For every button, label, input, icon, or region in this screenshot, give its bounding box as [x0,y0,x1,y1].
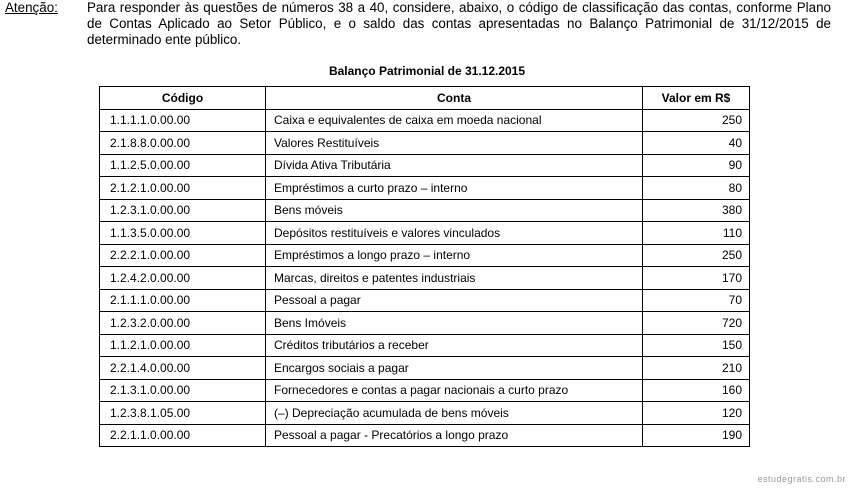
cell-valor: 80 [643,177,750,200]
table-row [100,379,750,402]
cell-conta: Dívida Ativa Tributária [266,154,643,177]
cell-valor: 170 [643,267,750,290]
cell-conta: Empréstimos a longo prazo – interno [266,244,643,267]
table-row [100,109,750,132]
cell-valor: 150 [643,334,750,357]
cell-valor: 90 [643,154,750,177]
table-row [100,154,750,177]
table-row [100,244,750,267]
cell-codigo: 1.2.3.2.0.00.00 [100,312,266,335]
table-row [100,177,750,200]
table-row [100,402,750,425]
cell-codigo: 2.2.2.1.0.00.00 [100,244,266,267]
table-row [100,267,750,290]
cell-valor: 70 [643,289,750,312]
table-row [100,199,750,222]
cell-conta: Depósitos restituíveis e valores vinculados [266,222,643,245]
cell-codigo: 1.1.1.1.0.00.00 [100,109,266,132]
cell-valor: 160 [643,379,750,402]
cell-valor: 190 [643,424,750,447]
cell-valor: 250 [643,244,750,267]
table-title: Balanço Patrimonial de 31.12.2015 [328,64,526,78]
table-row [100,222,750,245]
cell-codigo: 1.1.3.5.0.00.00 [100,222,266,245]
cell-conta: Bens Imóveis [266,312,643,335]
table-row [100,289,750,312]
table-row [100,357,750,380]
cell-valor: 720 [643,312,750,335]
header-codigo: Código [100,87,266,110]
cell-conta: Caixa e equivalentes de caixa em moeda nacional [266,109,643,132]
cell-codigo: 1.1.2.1.0.00.00 [100,334,266,357]
cell-valor: 250 [643,109,750,132]
intro-text: Para responder às questões de números 38 a 40, considere, abaixo, o código de classificação das contas, conforme Plano de Contas Aplicado ao Setor Público, e o saldo das contas apresentadas no Balanço Patrimonial de 31/12/2015 de determinado ente público. [87,0,831,47]
header-conta: Conta [266,87,643,110]
cell-valor: 110 [643,222,750,245]
cell-codigo: 2.1.3.1.0.00.00 [100,379,266,402]
cell-valor: 380 [643,199,750,222]
table-row [100,424,750,447]
cell-conta: Valores Restituíveis [266,132,643,155]
cell-conta: Marcas, direitos e patentes industriais [266,267,643,290]
cell-codigo: 2.1.2.1.0.00.00 [100,177,266,200]
cell-valor: 120 [643,402,750,425]
cell-conta: (–) Depreciação acumulada de bens móveis [266,402,643,425]
cell-conta: Encargos sociais a pagar [266,357,643,380]
cell-codigo: 2.1.8.8.0.00.00 [100,132,266,155]
cell-conta: Pessoal a pagar - Precatórios a longo prazo [266,424,643,447]
cell-codigo: 2.2.1.1.0.00.00 [100,424,266,447]
table-row [100,312,750,335]
cell-valor: 210 [643,357,750,380]
cell-conta: Fornecedores e contas a pagar nacionais a curto prazo [266,379,643,402]
cell-codigo: 1.2.4.2.0.00.00 [100,267,266,290]
cell-conta: Pessoal a pagar [266,289,643,312]
watermark: estudegratis.com.br [757,474,846,484]
cell-codigo: 2.2.1.4.0.00.00 [100,357,266,380]
table-row [100,132,750,155]
cell-codigo: 1.1.2.5.0.00.00 [100,154,266,177]
header-valor: Valor em R$ [643,87,750,110]
cell-codigo: 1.2.3.1.0.00.00 [100,199,266,222]
cell-conta: Empréstimos a curto prazo – interno [266,177,643,200]
cell-codigo: 2.1.1.1.0.00.00 [100,289,266,312]
cell-conta: Bens móveis [266,199,643,222]
attention-label: Atenção: [5,0,58,15]
table-header-row [100,87,750,110]
cell-conta: Créditos tributários a receber [266,334,643,357]
table-row [100,334,750,357]
cell-codigo: 1.2.3.8.1.05.00 [100,402,266,425]
cell-valor: 40 [643,132,750,155]
balance-sheet-table [99,86,750,447]
